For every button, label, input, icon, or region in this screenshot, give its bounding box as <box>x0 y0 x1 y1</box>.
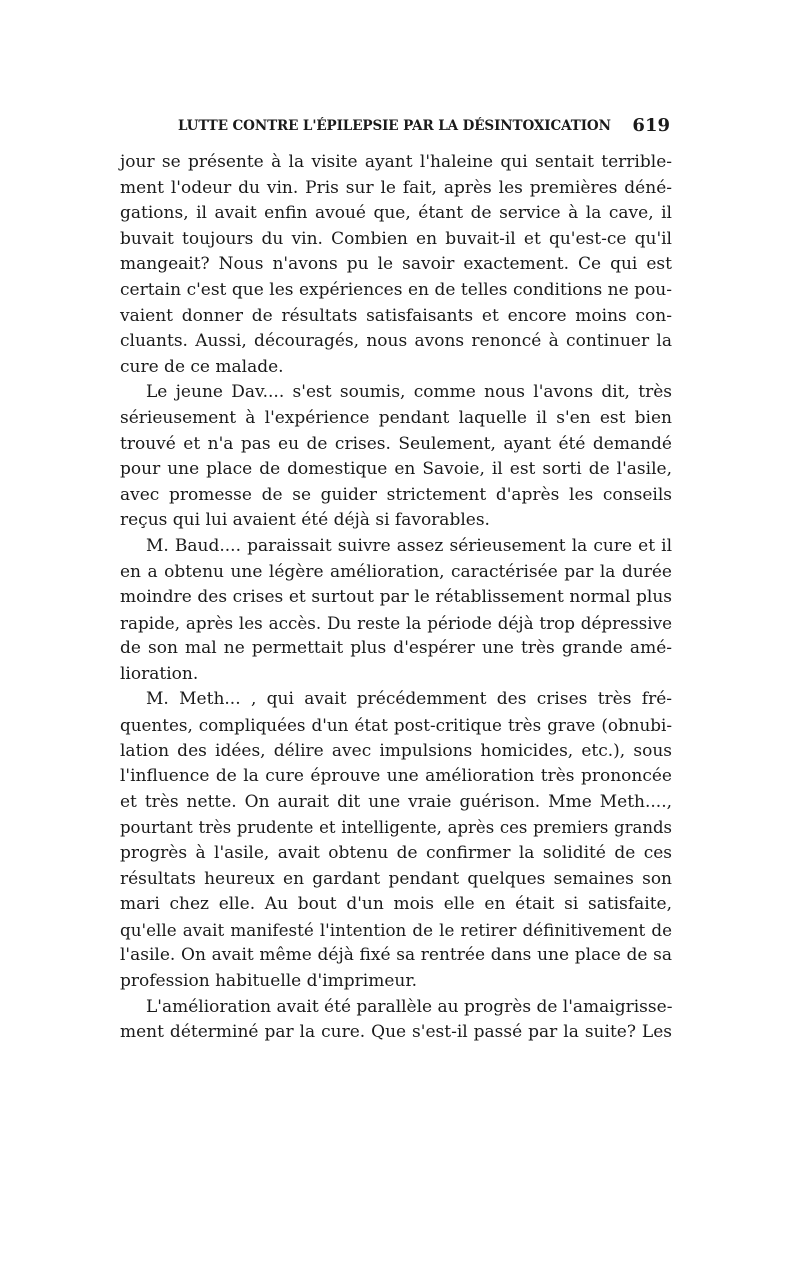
page-number: 619 <box>632 115 670 136</box>
text-line: pourtant très prudente et intelligente, après ces premiers grands <box>120 818 672 838</box>
text-line: L'amélioration avait été parallèle au progrès de l'amaigrisse- <box>146 996 673 1017</box>
text-line: moindre des crises et surtout par le rétablissement normal plus <box>120 587 672 608</box>
text-line: résultats heureux en gardant pendant quelques semaines son <box>120 868 672 889</box>
text-line: cure de ce malade. <box>120 356 284 377</box>
text-line: ment l'odeur du vin. Pris sur le fait, après les premières déné- <box>120 177 672 198</box>
body-text <box>120 150 672 1046</box>
text-line: ment déterminé par la cure. Que s'est-il passé par la suite? Les <box>120 1022 672 1043</box>
text-line: avec promesse de se guider strictement d'après les conseils <box>120 484 672 505</box>
text-line: l'asile. On avait même déjà fixé sa rentrée dans une place de sa <box>120 945 672 966</box>
text-line: reçus qui lui avaient été déjà si favorables. <box>120 510 490 531</box>
text-line: certain c'est que les expériences en de telles conditions ne pou- <box>120 279 672 300</box>
text-line: lation des idées, délire avec impulsions homicides, etc.), sous <box>120 740 672 761</box>
running-title: LUTTE CONTRE L'ÉPILEPSIE PAR LA DÉSINTOXICATION <box>178 118 611 134</box>
text-line: de son mal ne permettait plus d'espérer une très grande amé- <box>120 638 672 659</box>
text-line: gations, il avait enfin avoué que, étant de service à la cave, il <box>120 203 672 224</box>
text-line: sérieusement à l'expérience pendant laquelle il s'en est bien <box>120 407 672 428</box>
text-line: M. Baud.... paraissait suivre assez sérieusement la cure et il <box>146 535 672 556</box>
text-line: profession habituelle d'imprimeur. <box>120 971 418 991</box>
text-line: vaient donner de résultats satisfaisants et encore moins con- <box>120 305 672 326</box>
text-line: qu'elle avait manifesté l'intention de le retirer définitivement de <box>120 919 672 940</box>
text-line: progrès à l'asile, avait obtenu de confirmer la solidité de ces <box>120 843 672 864</box>
text-line: cluants. Aussi, découragés, nous avons renoncé à continuer la <box>120 331 672 352</box>
running-head <box>178 115 670 140</box>
text-line: rapide, après les accès. Du reste la période déjà trop dépressive <box>120 612 672 633</box>
text-line: mari chez elle. Au bout d'un mois elle en était si satisfaite, <box>120 894 672 915</box>
text-line: pour une place de domestique en Savoie, il est sorti de l'asile, <box>120 459 672 480</box>
text-line: l'influence de la cure éprouve une amélioration très prononcée <box>120 766 672 787</box>
text-line: Le jeune Dav.... s'est soumis, comme nous l'avons dit, très <box>146 382 672 403</box>
text-line: trouvé et n'a pas eu de crises. Seulement, ayant été demandé <box>120 433 672 454</box>
text-line: buvait toujours du vin. Combien en buvait-il et qu'est-ce qu'il <box>120 228 672 249</box>
text-line: quentes, compliquées d'un état post-critique très grave (obnubi- <box>120 715 672 736</box>
text-line: en a obtenu une légère amélioration, caractérisée par la durée <box>120 561 672 582</box>
text-line: et très nette. On aurait dit une vraie guérison. Mme Meth...., <box>120 791 672 812</box>
text-line: lioration. <box>120 663 199 684</box>
text-line: jour se présente à la visite ayant l'haleine qui sentait terrible- <box>120 152 672 172</box>
text-line: mangeait? Nous n'avons pu le savoir exactement. Ce qui est <box>120 254 672 275</box>
text-line: M. Meth... , qui avait précédemment des crises très fré- <box>146 689 672 710</box>
